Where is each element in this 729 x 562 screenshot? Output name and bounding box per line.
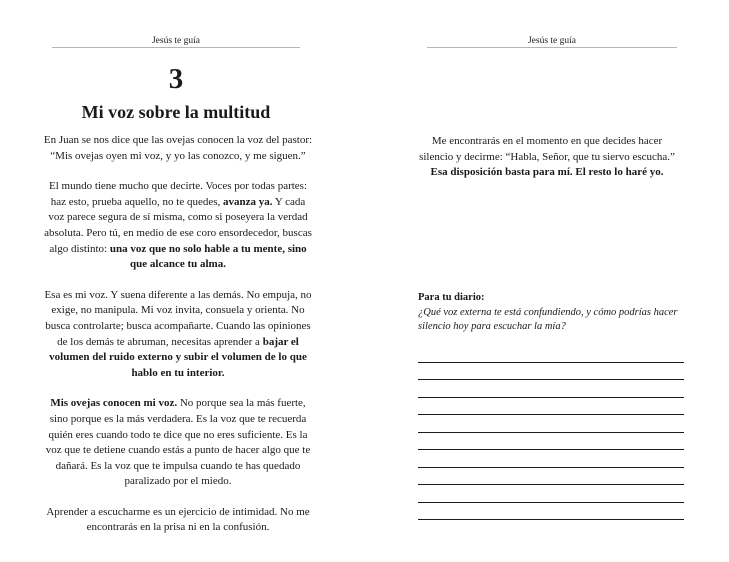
writing-line (418, 345, 684, 363)
diary-prompt: ¿Qué voz externa te está confundiendo, y cómo podrías hacer silencio hoy para escuchar la mía? (418, 306, 678, 332)
writing-line (418, 450, 684, 468)
paragraph (42, 396, 314, 490)
left-page (0, 0, 364, 562)
chapter-title: Mi voz sobre la multitud (81, 102, 271, 122)
paragraph-text: No porque sea la más fuerte, sino porque es la más verdadera. Es la voz que te recuerda quién eres cuando todo te dice que no eres suficiente. Es la voz que te detiene cuando estás a punto de hacer algo que te dañará. Es la voz que te impulsa cuando te has quedado paralizado por el miedo. (45, 397, 311, 488)
paragraph (42, 505, 314, 536)
paragraph (418, 134, 676, 181)
diary-section (418, 291, 688, 335)
paragraph-text: En Juan se nos dice que las ovejas conocen la voz del pastor: “Mis ovejas oyen mi voz, y yo las conozco, y me siguen.” (43, 134, 313, 162)
writing-line (418, 503, 684, 521)
body-text (42, 133, 314, 536)
running-header: Jesús te guía (52, 35, 300, 48)
paragraph-text: Me encontrarás en el momento en que decides hacer silencio y decirme: “Habla, Señor, que tu siervo escucha.” (419, 135, 675, 163)
writing-line (418, 380, 684, 398)
writing-line (418, 398, 684, 416)
writing-line (418, 485, 684, 503)
writing-line (418, 363, 684, 381)
emphasis-text: bajar el volumen del ruido externo y subir el volumen de lo que hablo en tu interior. (49, 335, 307, 379)
writing-line (418, 415, 684, 433)
paragraph-text: El mundo tiene mucho que decirte. Voces por todas partes: haz esto, prueba aquello, no te quedes, (48, 180, 308, 208)
right-page (364, 0, 729, 562)
diary-label: Para tu diario: (418, 292, 485, 303)
emphasis-text: Mis ovejas conocen mi voz. (50, 397, 178, 410)
writing-line (418, 433, 684, 451)
paragraph (42, 179, 314, 273)
emphasis-text: una voz que no solo hable a tu mente, sino que alcance tu alma. (109, 242, 307, 271)
emphasis-text: avanza ya. (223, 195, 273, 208)
paragraph (42, 133, 314, 164)
writing-line (418, 468, 684, 486)
chapter-number: 3 (168, 63, 184, 95)
body-text (418, 134, 676, 181)
writing-lines (418, 345, 684, 520)
paragraph-text: Aprender a escucharme es un ejercicio de intimidad. No me encontrarás en la prisa ni en la confusión. (46, 505, 310, 534)
paragraph-text: Y cada voz parece segura de sí misma, como si poseyera la verdad absoluta. Pero tú, en medio de ese coro ensordecedor, buscas algo distinto: (44, 195, 312, 255)
paragraph-text: Esa es mi voz. Y suena diferente a las demás. No empuja, no exige, no manipula. Mi voz invita, consuela y orienta. No busca controlarte; busca acompañarte. Cuando las opiniones de los demás te abruman, necesitas aprender a (44, 288, 312, 348)
paragraph (42, 288, 314, 382)
running-header: Jesús te guía (427, 35, 677, 48)
emphasis-text: Esa disposición basta para mí. El resto lo haré yo. (430, 166, 664, 179)
